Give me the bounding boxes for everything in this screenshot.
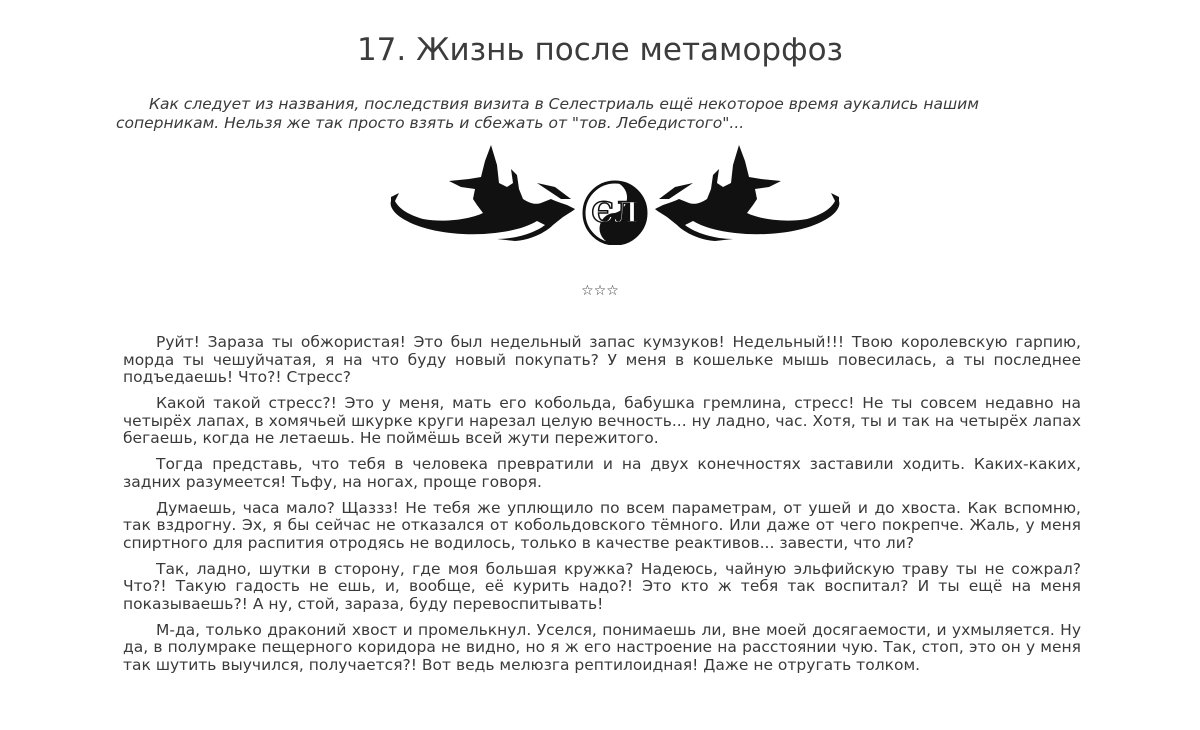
paragraph: М-да, только драконий хвост и промелькнул. Уселся, понимаешь ли, вне моей досягаемости, и ухмыляется. Ну да, в полумраке пещерного коридора не видно, но я ж его настроение на расстоянии чую. Так, стоп, это он у меня так шутить выучился, получается?! Вот ведь мелюзга рептилоидная! Даже не отругать толком. xyxy=(123,620,1081,674)
chapter-body xyxy=(123,334,1081,683)
dragon-emblem xyxy=(385,143,845,245)
svg-text:ЄЛ: ЄЛ xyxy=(591,196,639,229)
paragraph: Какой такой стресс?! Это у меня, мать его кобольда, бабушка гремлина, стресс! Не ты совсем недавно на четырёх лапах, в хомячьей шкурке круги нарезал целую вечность... ну ладно, час. Хотя, ты и так на четырёх лапах бегаешь, когда не летаешь. Не поймёшь всей жути пережитого. xyxy=(123,394,1081,447)
chapter-title: 17. Жизнь после метаморфоз xyxy=(356,32,844,68)
left-dragon-icon xyxy=(391,145,575,241)
center-monogram-icon xyxy=(584,182,646,244)
right-dragon-icon xyxy=(655,145,839,241)
paragraph: Тогда представь, что тебя в человека превратили и на двух конечностях заставили ходить. Каких-каких, задних разумеется! Тьфу, на ногах, проще говоря. xyxy=(123,455,1081,491)
section-separator: ☆☆☆ xyxy=(581,283,619,299)
paragraph: Так, ладно, шутки в сторону, где моя большая кружка? Надеюсь, чайную эльфийскую траву ты не сожрал? Что?! Такую гадость не ешь, и, вообще, её курить надо?! Это кто ж тебя так воспитал? И ты ещё на меня показываешь?! А ну, стой, зараза, буду перевоспитывать! xyxy=(123,559,1081,613)
chapter-annotation: Как следует из названия, последствия визита в Селестриаль ещё некоторое время аукались нашим соперникам. Нельзя же так просто взять и сбежать от "тов. Лебедистого"... xyxy=(116,95,979,132)
paragraph: Думаешь, часа мало? Щаззз! Не тебя же уплющило по всем параметрам, от ушей и до хвоста. Как вспомню, так вздрогну. Эх, я бы сейчас не отказался от кобольдовского тёмного. Или даже от чего покрепче. Жаль, у меня спиртного для распития отродясь не водилось, только в качестве реактивов... завести, что ли? xyxy=(123,498,1081,552)
paragraph: Руйт! Зараза ты обжористая! Это был недельный запас кумзуков! Недельный!!! Твою королевскую гарпию, морда ты чешуйчатая, я на что буду новый покупать? У меня в кошельке мышь повесилась, а ты последнее подъедаешь! Что?! Стресс? xyxy=(123,333,1081,386)
